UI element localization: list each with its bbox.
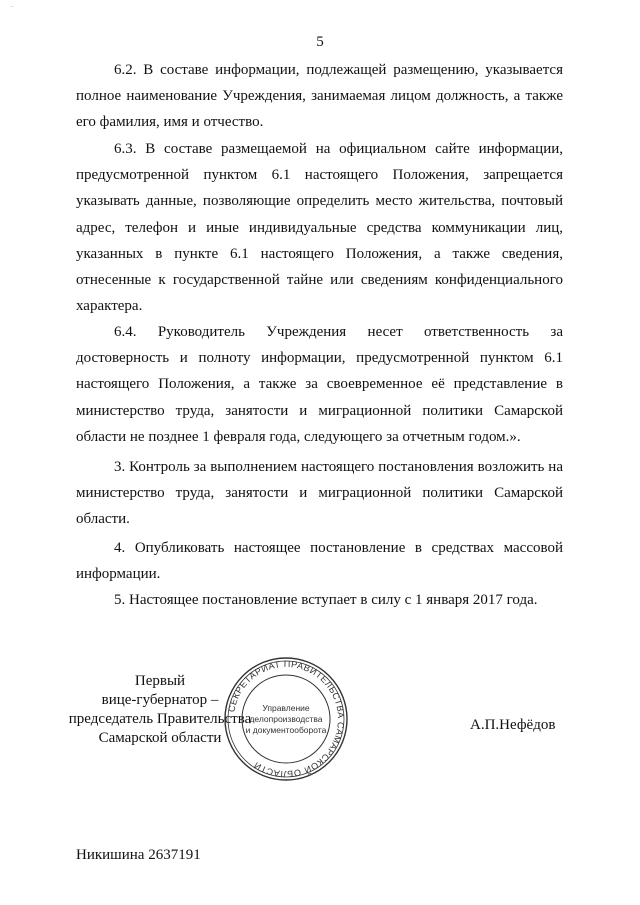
stamp-center-line-3: и документооборота xyxy=(245,725,327,735)
paragraph-6-3: 6.3. В составе размещаемой на официальном сайте информации, предусмотренной пунктом 6.1 настоящего Положения, запрещается указывать данные, позволяющие определить место жительства, почтовый адрес, телефон и иные индивидуальные средства коммуникации лиц, указанных в пункте 6.1 настоящего Положения, а также сведения, отнесенные к государственной тайне или сведениям конфиденциального характера. xyxy=(76,141,563,315)
paragraph-6-4: 6.4. Руководитель Учреждения несет ответственность за достоверность и полноту информации, предусмотренной пунктом 6.1 настоящего Положения, а также за своевременное её представление в министерство труда, занятости и миграционной политики Самарской области не позднее 1 февраля года, следующего за отчетным годом.». xyxy=(76,324,563,445)
executor-line: Никишина 2637191 xyxy=(76,847,201,863)
signature-line-1: Первый xyxy=(134,673,186,689)
page-number: 5 xyxy=(316,34,324,50)
scan-mark: ⁻ xyxy=(10,4,15,13)
paragraph-3: 3. Контроль за выполнением настоящего постановления возложить на министерство труда, занятости и миграционной политики Самарской области. xyxy=(76,459,563,528)
paragraph-6-2: 6.2. В составе информации, подлежащей размещению, указывается полное наименование Учреждения, занимаемая лицом должность, а также его фамилия, имя и отчество. xyxy=(76,62,563,131)
stamp-center-line-2: делопроизводства xyxy=(249,714,323,724)
stamp-center-line-1: Управление xyxy=(262,703,310,713)
signature-line-3: председатель Правительства xyxy=(68,711,252,727)
signature-line-2: вице-губернатор – xyxy=(101,692,219,708)
signer-name: А.П.Нефёдов xyxy=(470,717,556,733)
stamp-ring-text: СЕКРЕТАРИАТ ПРАВИТЕЛЬСТВА САМАРСКОЙ ОБЛАСТИ xyxy=(226,658,347,780)
official-stamp xyxy=(222,655,350,783)
signature-line-4: Самарской области xyxy=(98,730,222,746)
paragraph-5: 5. Настоящее постановление вступает в силу с 1 января 2017 года. xyxy=(114,592,538,608)
paragraph-4: 4. Опубликовать настоящее постановление в средствах массовой информации. xyxy=(76,540,563,583)
